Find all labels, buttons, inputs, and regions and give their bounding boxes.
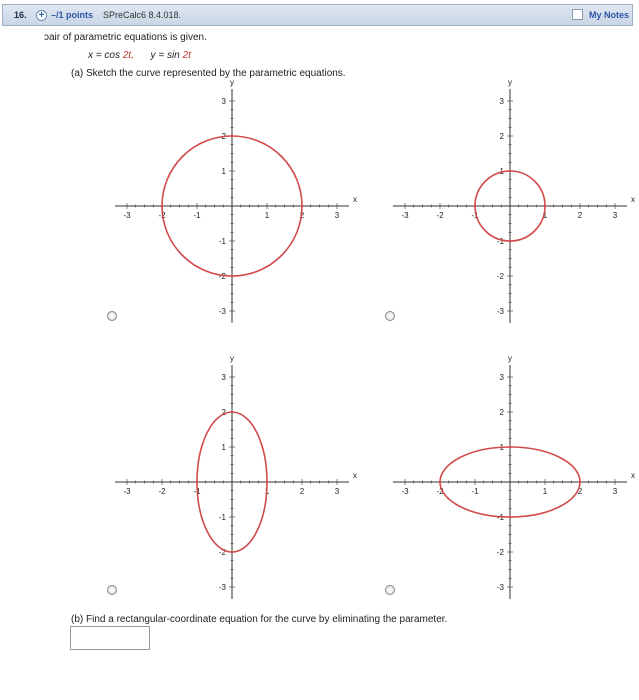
y-axis-label: y: [230, 78, 234, 87]
y-axis-label: y: [508, 78, 512, 87]
x-tick-label: -1: [193, 211, 201, 220]
parametric-equations: [88, 50, 191, 61]
y-tick-label: -3: [218, 307, 226, 316]
question-number: 16.: [14, 10, 27, 20]
y-tick-label: -2: [218, 272, 226, 281]
x-tick-label: -3: [401, 211, 409, 220]
curve-intercept-point: [266, 481, 269, 484]
eq-x-param: 2t,: [122, 50, 134, 61]
curve-intercept-point: [231, 135, 234, 138]
answer-input[interactable]: [70, 626, 150, 650]
graph-option-3: [102, 352, 362, 612]
eq-y-prefix: y = sin: [150, 50, 183, 61]
y-tick-label: -3: [496, 583, 504, 592]
part-b-prompt: (b) Find a rectangular-coordinate equation for the curve by eliminating the parameter.: [71, 614, 448, 625]
x-tick-label: 2: [299, 211, 305, 220]
y-tick-label: 1: [499, 167, 504, 176]
curve-intercept-point: [509, 170, 512, 173]
y-tick-label: 2: [499, 132, 504, 141]
y-tick-label: -2: [496, 272, 504, 281]
x-tick-label: -3: [401, 487, 409, 496]
curve-intercept-point: [301, 205, 304, 208]
y-tick-label: 1: [221, 443, 226, 452]
curve-intercept-point: [579, 481, 582, 484]
curve-intercept-point: [231, 275, 234, 278]
x-tick-label: 1: [542, 211, 548, 220]
eq-y-param: 2t: [182, 50, 191, 61]
graph-option-4: [380, 352, 639, 612]
y-tick-label: -3: [496, 307, 504, 316]
curve-intercept-point: [509, 516, 512, 519]
x-tick-label: 3: [334, 487, 340, 496]
x-tick-label: 1: [264, 487, 270, 496]
y-axis-label: y: [508, 354, 512, 363]
curve-intercept-point: [161, 205, 164, 208]
curve-intercept-point: [509, 240, 512, 243]
y-tick-label: 3: [221, 373, 226, 382]
x-tick-label: 2: [577, 487, 583, 496]
y-tick-label: 1: [221, 167, 226, 176]
y-tick-label: -2: [496, 548, 504, 557]
x-axis-label: x: [353, 195, 357, 204]
notes-checkbox[interactable]: [572, 9, 583, 20]
x-tick-label: 3: [334, 211, 340, 220]
x-tick-label: -2: [436, 211, 444, 220]
radio-option-2[interactable]: [385, 311, 395, 321]
y-tick-label: -1: [218, 237, 226, 246]
x-tick-label: -1: [471, 487, 479, 496]
part-a-prompt: (a) Sketch the curve represented by the parametric equations.: [71, 68, 346, 79]
x-axis-label: x: [631, 195, 635, 204]
x-tick-label: -2: [158, 487, 166, 496]
y-tick-label: 2: [221, 132, 226, 141]
y-tick-label: 3: [499, 373, 504, 382]
curve-intercept-point: [196, 481, 199, 484]
y-tick-label: 3: [221, 97, 226, 106]
my-notes-link[interactable]: My Notes: [589, 10, 630, 20]
x-tick-label: 2: [577, 211, 583, 220]
y-tick-label: -1: [218, 513, 226, 522]
curve-intercept-point: [474, 205, 477, 208]
x-axis-label: x: [631, 471, 635, 480]
curve-intercept-point: [231, 551, 234, 554]
x-tick-label: -1: [193, 487, 201, 496]
points-label: –/1 points: [51, 10, 94, 20]
x-tick-label: 1: [264, 211, 270, 220]
source-label: SPreCalc6 8.4.018.: [103, 10, 182, 20]
curve-intercept-point: [231, 411, 234, 414]
x-tick-label: 3: [612, 487, 618, 496]
y-tick-label: -3: [218, 583, 226, 592]
x-tick-label: 3: [612, 211, 618, 220]
graph-option-2: [380, 76, 639, 336]
y-tick-label: 1: [499, 443, 504, 452]
question-intro: ɔair of parametric equations is given.: [44, 32, 207, 43]
y-tick-label: 2: [499, 408, 504, 417]
x-tick-label: -3: [123, 211, 131, 220]
x-tick-label: -2: [158, 211, 166, 220]
curve-intercept-point: [509, 446, 512, 449]
eq-x-prefix: x = cos: [88, 50, 123, 61]
x-tick-label: 1: [542, 487, 548, 496]
x-tick-label: 2: [299, 487, 305, 496]
question-header: [2, 4, 633, 26]
curve-intercept-point: [544, 205, 547, 208]
radio-option-1[interactable]: [107, 311, 117, 321]
y-tick-label: -1: [496, 513, 504, 522]
x-tick-label: -2: [436, 487, 444, 496]
radio-option-4[interactable]: [385, 585, 395, 595]
y-tick-label: 3: [499, 97, 504, 106]
expand-plus-icon[interactable]: +: [36, 10, 47, 21]
y-axis-label: y: [230, 354, 234, 363]
x-axis-label: x: [353, 471, 357, 480]
x-tick-label: -1: [471, 211, 479, 220]
radio-option-3[interactable]: [107, 585, 117, 595]
y-tick-label: -2: [218, 548, 226, 557]
y-tick-label: -1: [496, 237, 504, 246]
x-tick-label: -3: [123, 487, 131, 496]
graph-option-1: [102, 76, 362, 336]
curve-intercept-point: [439, 481, 442, 484]
y-tick-label: 2: [221, 408, 226, 417]
